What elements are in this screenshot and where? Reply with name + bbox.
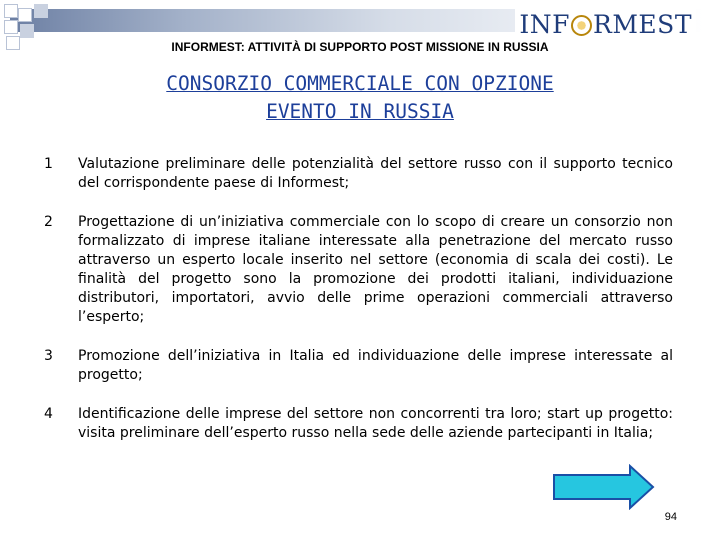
item-number: 1 xyxy=(44,156,53,172)
item-text: Promozione dell’iniziativa in Italia ed individuazione delle imprese interessate al progetto; xyxy=(78,348,673,383)
item-text: Progettazione di un’iniziativa commerciale con lo scopo di creare un consorzio non formalizzato di imprese italiane interessate alla penetrazione del mercato russo attraverso un esperto locale inserito nel settore (economia di scala dei costi). Le finalità del progetto sono la promozione dei prodotti italiani, individuazione distributori, importatori, avvio delle prime operazioni commerciali attraverso l’esperto; xyxy=(78,214,673,325)
item-number: 4 xyxy=(44,406,53,422)
item-number: 3 xyxy=(44,348,53,364)
page-title xyxy=(30,70,690,126)
item-number: 2 xyxy=(44,214,53,230)
next-arrow-icon[interactable] xyxy=(552,464,656,510)
item-text: Valutazione preliminare delle potenzialità del settore russo con il supporto tecnico del corrispondente paese di Informest; xyxy=(78,156,673,191)
logo-ring-icon xyxy=(571,15,592,36)
title-line-1: CONSORZIO COMMERCIALE CON OPZIONE xyxy=(166,72,554,95)
informest-logo: INF RMEST xyxy=(515,9,696,39)
item-text: Identificazione delle imprese del settore non concorrenti tra loro; start up progetto: visita preliminare dell’esperto russo nella sede delle aziende partecipanti in Italia; xyxy=(78,406,673,441)
page-number: 94 xyxy=(664,511,677,523)
title-line-2: EVENTO IN RUSSIA xyxy=(266,100,454,123)
page-subtitle: INFORMEST: ATTIVITÀ DI SUPPORTO POST MISSIONE IN RUSSIA xyxy=(171,40,549,54)
